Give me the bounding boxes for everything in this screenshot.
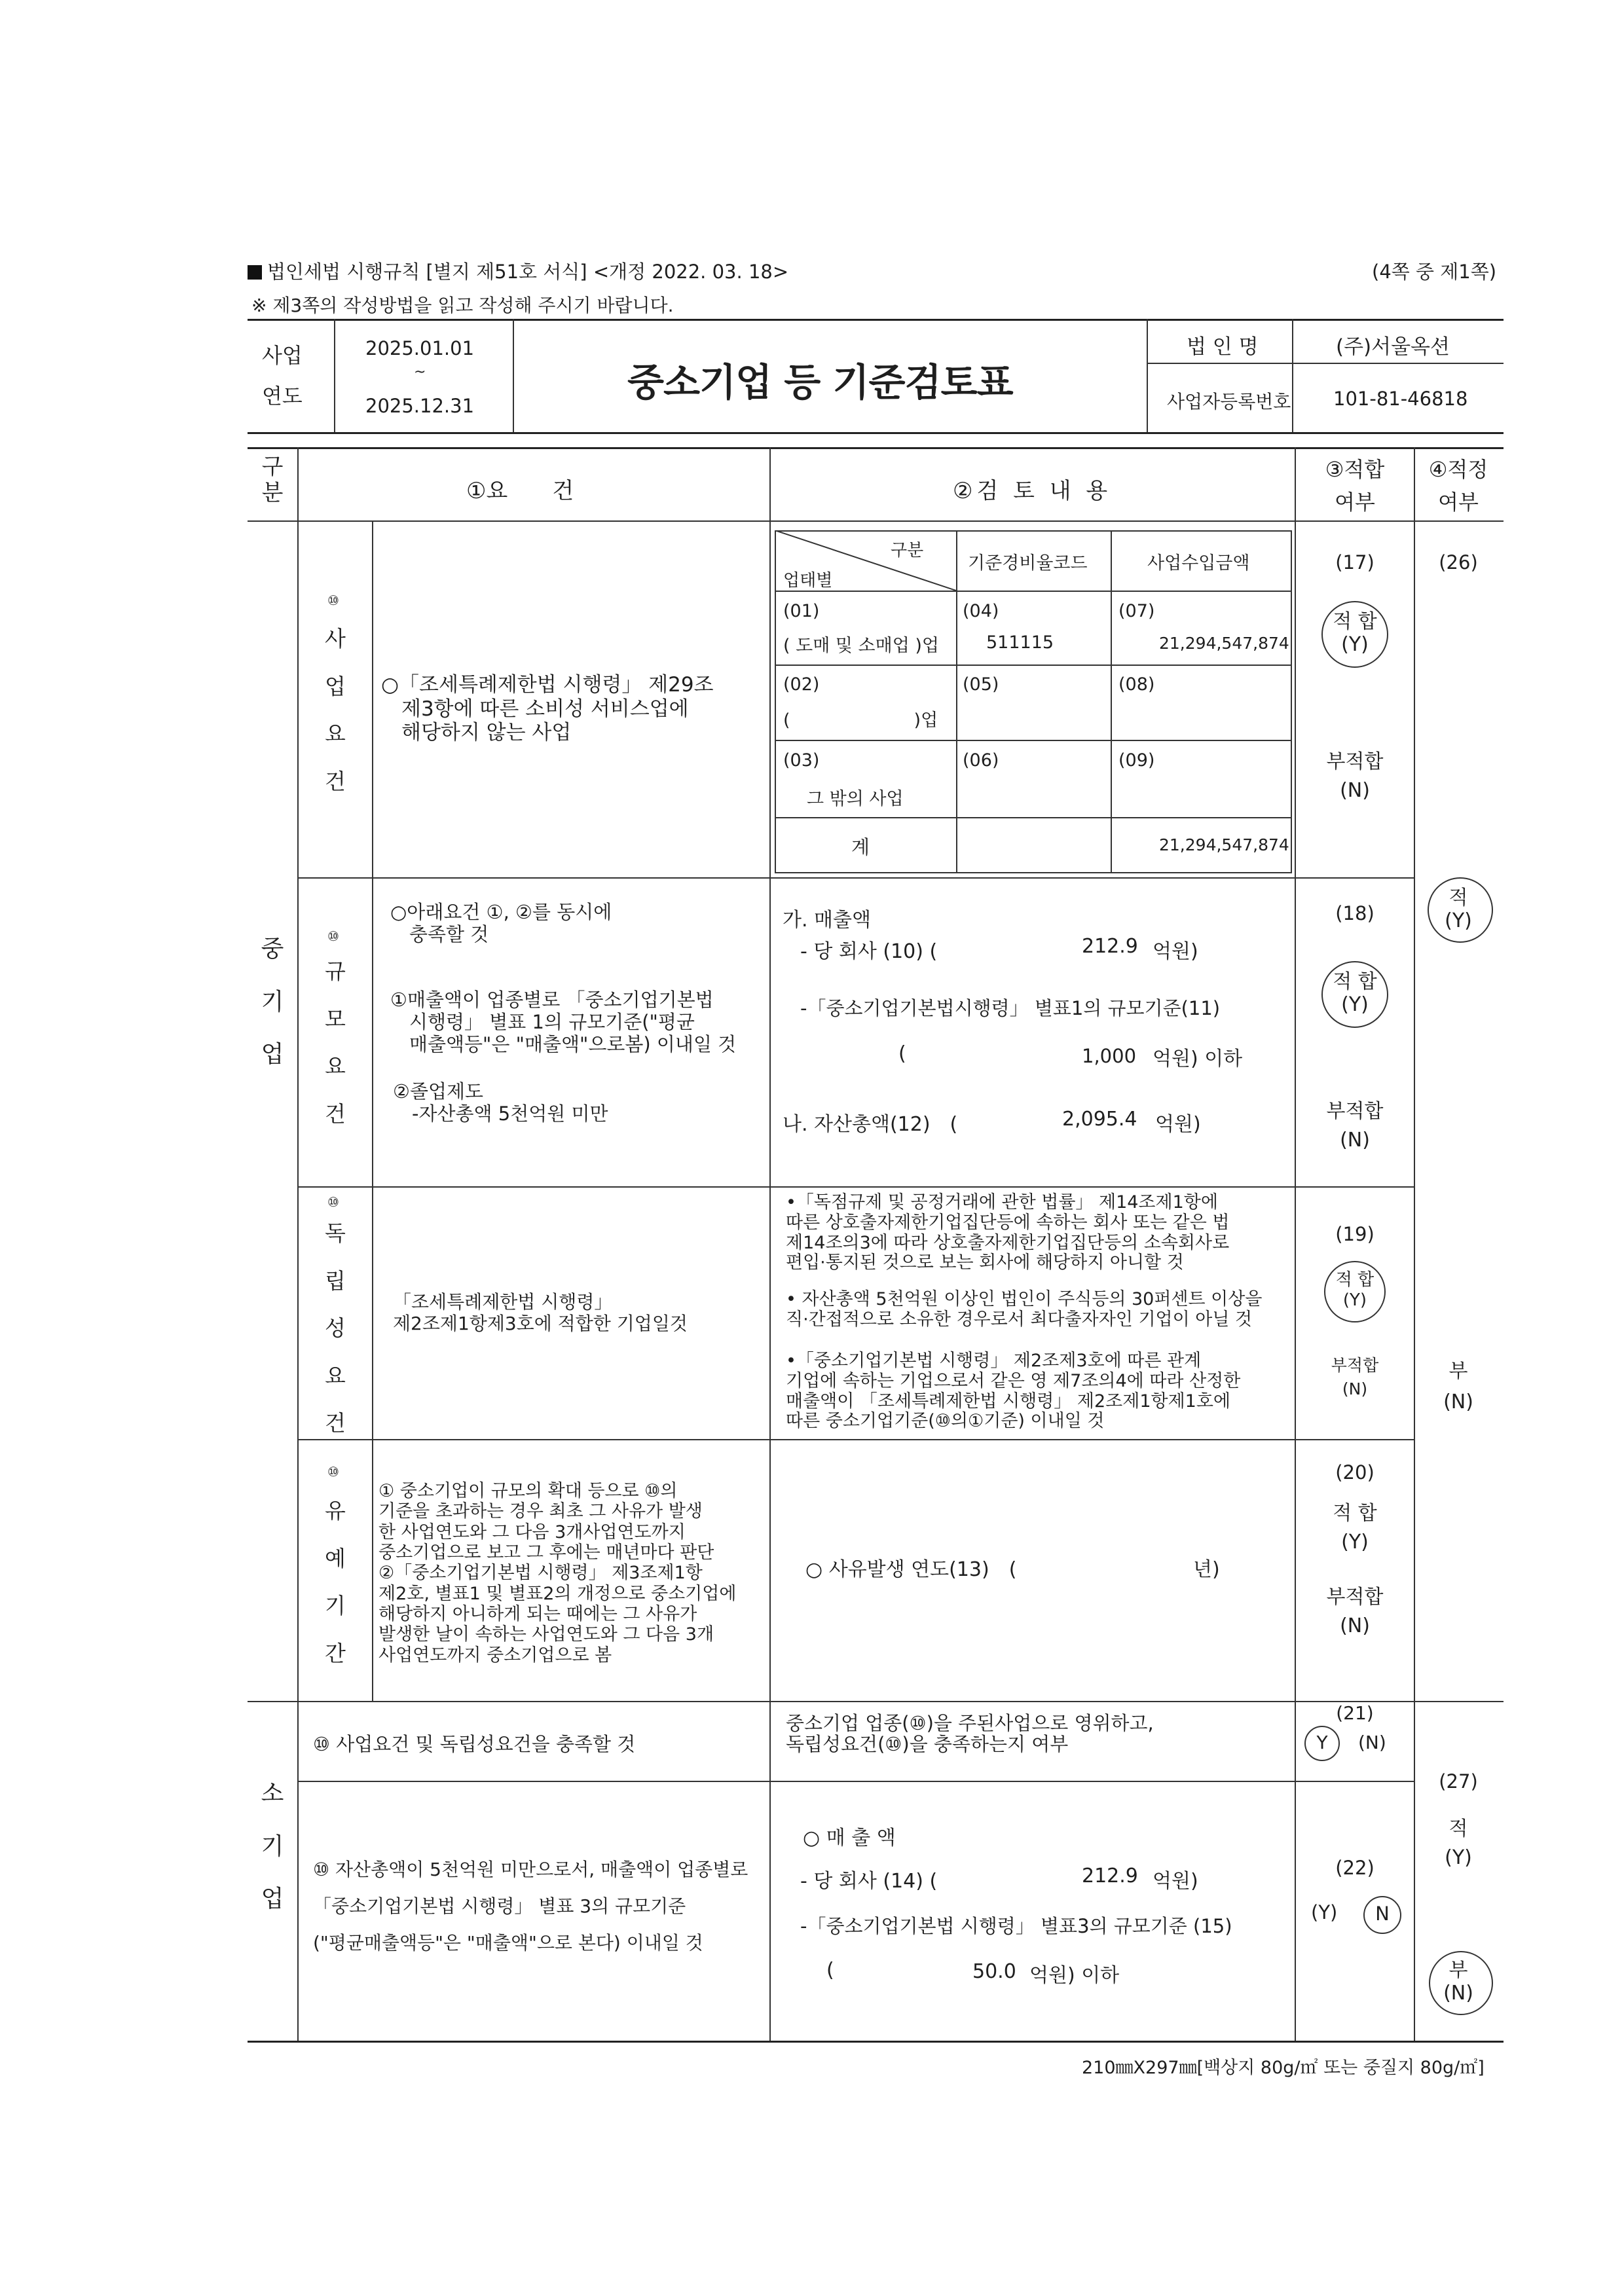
group-label-small: 소 기 업 [261, 1780, 284, 1913]
industry-table-row-rule-1 [775, 665, 1291, 666]
item-105-fit-no: (N) [1358, 1732, 1386, 1753]
page-info: (4쪽 중 제1쪽) [1372, 261, 1497, 283]
item-106-fit-no: N [1375, 1903, 1390, 1925]
row01-number: (01) [783, 601, 820, 621]
row07-number: (07) [1118, 601, 1155, 621]
industry-table-col-1 [956, 530, 957, 872]
item-106-requirement: ⑩ 자산총액이 5천억원 미만으로서, 매출액이 업종별로 「중소기업기본법 시행령」 별표 3의 규모기준 ("평균매출액등"은 "매출액"으로 본다) 이내일 것 [313, 1859, 748, 1954]
industry-table-row-rule-3 [775, 817, 1291, 818]
item-103-fit-number: (19) [1335, 1223, 1375, 1245]
item-101-number: ⑩ [327, 592, 339, 608]
industry-total-label: 계 [851, 836, 870, 858]
paper-spec: 210㎜X297㎜[백상지 80g/㎡ 또는 중질지 80g/㎡] [1082, 2058, 1485, 2078]
review-sales-company-value: 212.9 [1082, 935, 1138, 958]
small-proper-no: 부 (N) [1443, 1959, 1473, 2005]
row-rule-2 [297, 1186, 1414, 1188]
review-sales-company: - 당 회사 (10) ( [800, 940, 938, 963]
col-header-proper: ④적정 여부 [1428, 457, 1488, 515]
item-104-fit-no: 부적합 (N) [1326, 1586, 1384, 1637]
review-sales-standard-value: 1,000 [1082, 1045, 1137, 1067]
title-mid-rule [1147, 363, 1504, 364]
row06-number: (06) [963, 750, 999, 771]
period-start: 2025.01.01 [365, 337, 475, 359]
row03-number: (03) [783, 750, 820, 771]
document-title: 중소기업 등 기준검토표 [627, 360, 1013, 405]
item-105-requirement: ⑩ 사업요건 및 독립성요건을 충족할 것 [313, 1733, 636, 1755]
col-header-fit: ③적합 여부 [1325, 457, 1385, 515]
item-101-label: 사 업 요 건 [325, 626, 346, 794]
row04-number: (04) [963, 601, 999, 621]
review-sales-company-unit: 억원) [1153, 940, 1198, 963]
item-102-number: ⑩ [327, 928, 339, 944]
item-102-fit-no: 부적합 (N) [1326, 1100, 1384, 1152]
col-divider-requirements [769, 447, 771, 2041]
item-102-label: 규 모 요 건 [325, 958, 346, 1127]
industry-header-code: 기준경비율코드 [968, 553, 1088, 574]
industry-header-revenue: 사업수입금액 [1147, 553, 1250, 574]
review-sales-standard-open: ( [898, 1042, 906, 1065]
table-top-rule [248, 447, 1504, 449]
row-rule-3 [297, 1439, 1414, 1440]
row03-industry: 그 밖의 사업 [807, 789, 904, 809]
item-101-proper-number: (26) [1439, 551, 1478, 574]
title-divider-4 [1292, 319, 1293, 432]
industry-total-revenue: 21,294,547,874 [1159, 835, 1289, 854]
item-102-fit-number: (18) [1335, 902, 1375, 924]
item-101-fit-no: 부적합 (N) [1326, 750, 1384, 802]
industry-table-row-rule-2 [775, 740, 1291, 741]
item-104-fit-yes: 적 합 (Y) [1333, 1502, 1377, 1554]
review-sales-heading: 가. 매출액 [783, 909, 871, 932]
review-assets-unit: 억원) [1155, 1113, 1201, 1136]
square-bullet-icon [248, 265, 262, 280]
item-105-review: 중소기업 업종(⑩)을 주된사업으로 영위하고, 독립성요건(⑩)을 충족하는지 여부 [786, 1712, 1154, 1756]
col-divider-label [372, 520, 373, 1701]
item-102-requirement-1: ①매출액이 업종별로 「중소기업기본법 시행령」 별표 1의 규모기준("평균 매출액등"은 "매출액"으로봄) 이내일 것 [390, 989, 737, 1056]
item-103-requirement: 「조세특례제한법 시행령」 제2조제1항제3호에 적합한 기업일것 [393, 1291, 688, 1335]
independence-review-2: • 자산총액 5천억원 이상인 법인이 주식등의 30퍼센트 이상을 직·간접적으로 소유한 경우로서 최다출자자인 기업이 아닐 것 [786, 1289, 1263, 1330]
table-bottom-rule [248, 2041, 1504, 2043]
row02-industry: ( )업 [783, 710, 938, 731]
small-proper-number: (27) [1439, 1770, 1478, 1793]
item-106-fit-yes: (Y) [1311, 1901, 1338, 1923]
row09-number: (09) [1118, 750, 1155, 771]
small-review-standard-unit: 억원) 이하 [1029, 1964, 1120, 1987]
row02-number: (02) [783, 674, 820, 695]
item-103-fit-yes: 적 합 (Y) [1335, 1270, 1375, 1310]
reg-no: 101-81-46818 [1333, 388, 1468, 410]
item-104-number: ⑩ [327, 1464, 339, 1480]
row-rule-1 [297, 877, 1414, 879]
industry-table-col-2 [1111, 530, 1112, 872]
small-review-company-unit: 억원) [1153, 1870, 1198, 1893]
small-proper-yes: 적 (Y) [1445, 1817, 1472, 1869]
item-101-fit-number: (17) [1335, 551, 1375, 574]
item-101-requirement: ○「조세특례제한법 시행령」 제29조 제3항에 따른 소비성 서비스업에 해당하지 않는 사업 [381, 673, 714, 745]
item-103-number: ⑩ [327, 1194, 339, 1210]
column-header-rule [248, 520, 1504, 522]
row-rule-4 [297, 1781, 1414, 1782]
small-review-standard-open: ( [826, 1959, 834, 1982]
industry-header-type: 업태별 [783, 571, 833, 591]
corp-name-label: 법 인 명 [1187, 335, 1259, 359]
title-divider-1 [334, 319, 335, 432]
small-review-standard-value: 50.0 [972, 1960, 1016, 1983]
item-104-fit-number: (20) [1335, 1461, 1375, 1484]
small-review-sales-heading: ○ 매 출 액 [803, 1827, 896, 1850]
col-header-gubun: 구 분 [261, 454, 284, 507]
year-label-1: 사업 [262, 343, 303, 368]
reg-no-label: 사업자등록번호 [1167, 391, 1291, 412]
form-reference [248, 257, 788, 284]
item-103-label: 독 립 성 요 건 [325, 1220, 346, 1436]
group-label-sme: 중 기 업 [261, 936, 284, 1068]
row01-revenue: 21,294,547,874 [1159, 634, 1289, 653]
grace-review: ○ 사유발생 연도(13) ( [805, 1558, 1017, 1581]
item-106-fit-number: (22) [1335, 1857, 1375, 1879]
independence-review-1: •「독점규제 및 공정거래에 관한 법률」 제14조제1항에 따른 상호출자제한기업집단등에 속하는 회사 또는 같은 법 제14조의3에 따라 상호출자제한기업집단등의 소속회사로 편입·통지된 것으로 보는 회사에 해당하지 아니할 것 [786, 1192, 1230, 1273]
item-101-fit-yes: 적 합 (Y) [1333, 610, 1377, 657]
row01-code: 511115 [986, 632, 1054, 653]
period-tilde: ~ [414, 364, 426, 380]
item-103-fit-no: 부적합 (N) [1331, 1356, 1379, 1399]
title-top-rule [248, 319, 1504, 321]
review-sales-standard: -「중소기업기본법시행령」 별표1의 규모기준(11) [800, 997, 1221, 1019]
period-end: 2025.12.31 [365, 395, 475, 417]
writing-note: ※ 제3쪽의 작성방법을 읽고 작성해 주시기 바랍니다. [251, 295, 674, 316]
item-102-requirement-2: ②졸업제도 -자산총액 5천억원 미만 [393, 1080, 608, 1125]
col-header-requirements: ①요 건 [466, 478, 574, 504]
row01-industry: ( 도매 및 소매업 )업 [783, 636, 939, 656]
corp-name: (주)서울옥션 [1336, 335, 1450, 359]
col-divider-gubun [297, 447, 299, 2041]
col-divider-review [1295, 447, 1296, 2041]
grace-review-unit: 년) [1193, 1558, 1220, 1581]
independence-review-3: •「중소기업기본법 시행령」 제2조제3호에 따른 관계 기업에 속하는 기업으로서 같은 영 제7조의4에 따라 산정한 매출액이 「조세특례제한법 시행령」 제2조제1항제1호에 따른 중소기업기준(⑩의①기준) 이내일 것 [786, 1351, 1241, 1432]
item-102-proper-value: 적 (Y) [1445, 886, 1472, 933]
item-104-label: 유 예 기 간 [325, 1498, 346, 1666]
col-header-review: ②검 토 내 용 [953, 478, 1112, 504]
industry-table-header-rule [775, 591, 1291, 592]
row08-number: (08) [1118, 674, 1155, 695]
title-bottom-rule [248, 432, 1504, 434]
small-review-company: - 당 회사 (14) ( [800, 1870, 938, 1893]
review-assets-value: 2,095.4 [1062, 1108, 1137, 1131]
small-review-standard: -「중소기업기본법 시행령」 별표3의 규모기준 (15) [800, 1915, 1232, 1937]
item-104-requirement: ① 중소기업이 규모의 확대 등으로 ⑩의 기준을 초과하는 경우 최초 그 사유가 발생 한 사업연도와 그 다음 3개사업연도까지 중소기업으로 보고 그 후에는 매년마다 판단 ②「중소기업기본법 시행령」 제3조제1항 제2호, 별표1 및 별표2의 개정으로 중소기업에 해당하지 아니하게 되는 때에는 그 사유가 발생한 날이 속하는 사업연도와 그 다음 3개 사업연도까지 중소기업으로 봄 [378, 1481, 737, 1666]
review-sales-standard-unit: 억원) 이하 [1153, 1048, 1243, 1070]
item-102-requirement-intro: ○아래요건 ①, ②를 동시에 충족할 것 [390, 901, 612, 946]
year-label-2: 연도 [262, 384, 303, 409]
col-divider-fit [1414, 447, 1415, 2041]
title-divider-2 [513, 319, 514, 432]
item-105-fit-number: (21) [1336, 1702, 1374, 1724]
industry-header-gubun: 구분 [891, 541, 924, 560]
item-103-proper-value: 부 (N) [1443, 1360, 1473, 1413]
form-reference-text: 법인세법 시행규칙 [별지 제51호 서식] <개정 2022. 03. 18> [267, 261, 789, 283]
title-divider-3 [1147, 319, 1148, 432]
row05-number: (05) [963, 674, 999, 695]
item-105-fit-yes: Y [1316, 1732, 1328, 1753]
review-assets: 나. 자산총액(12) ( [783, 1113, 958, 1136]
item-102-fit-yes: 적 합 (Y) [1333, 970, 1377, 1017]
small-review-company-value: 212.9 [1082, 1865, 1138, 1887]
